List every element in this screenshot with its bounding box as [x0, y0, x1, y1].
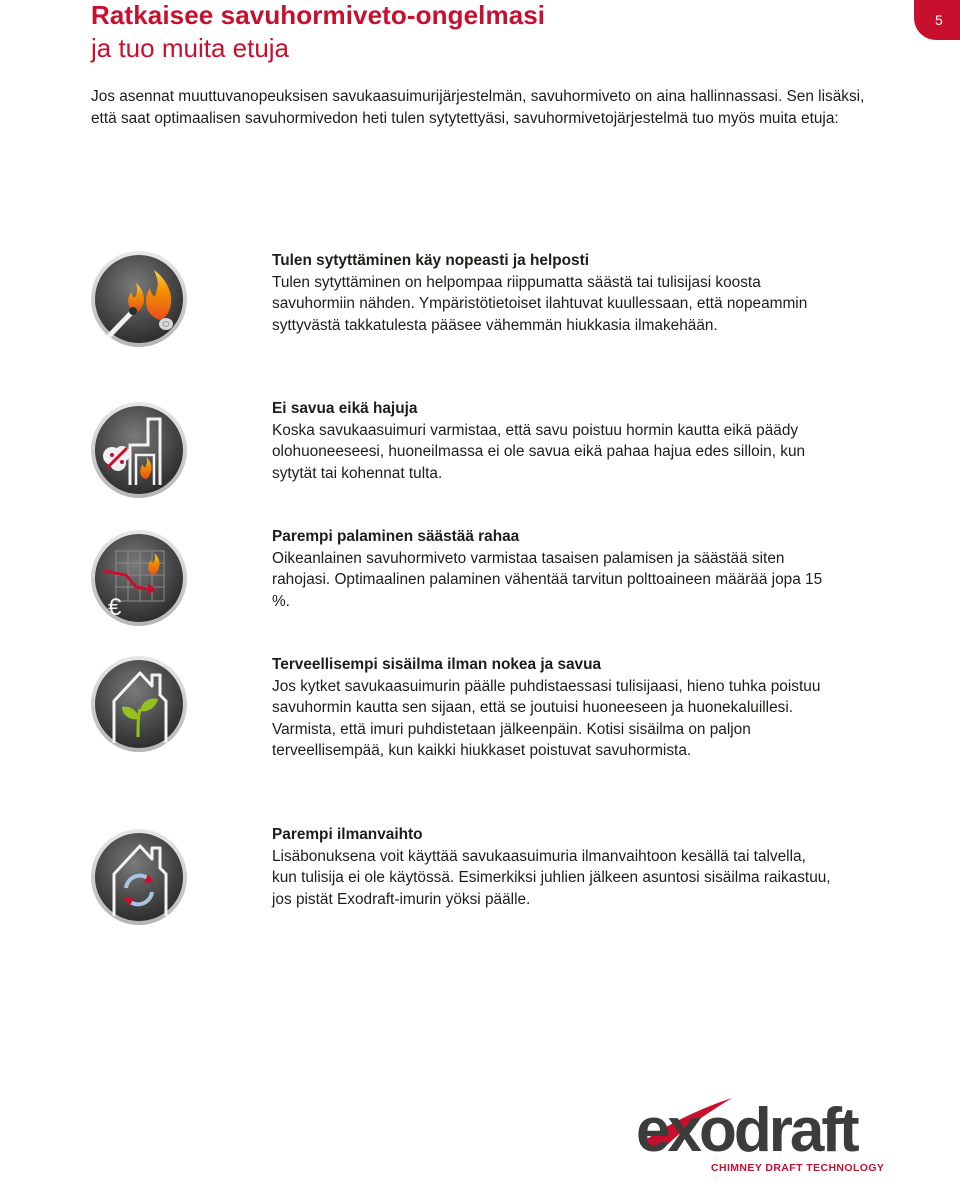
- house-plant-icon: [90, 655, 188, 753]
- fire-match-icon: [90, 250, 188, 348]
- page-number-badge: 5: [914, 0, 960, 40]
- feature-heading: Terveellisempi sisäilma ilman nokea ja savua: [272, 656, 602, 673]
- feature-body: Lisäbonuksena voit käyttää savukaasuimuria ilmanvaihtoon kesällä tai talvella, kun tulisija ei ole käytössä. Esimerkiksi juhlien jälkeen asuntosi sisäilma raikastuu, jos pistät Exodraft-imurin yöksi päälle.: [272, 847, 831, 908]
- logo-tagline: CHIMNEY DRAFT TECHNOLOGY: [711, 1162, 885, 1174]
- euro-savings-chart-icon: [90, 529, 188, 627]
- feature-heading: Parempi ilmanvaihto: [272, 826, 423, 843]
- feature-body: Oikeanlainen savuhormiveto varmistaa tasaisen palamisen ja säästää siten rahojasi. Optimaalinen palaminen vähentää tarvitun polttoaineen määrää jopa 15 %.: [272, 549, 823, 610]
- page-subtitle: ja tuo muita etuja: [91, 33, 290, 63]
- no-smoke-fireplace-icon: [90, 401, 188, 499]
- feature-heading: Ei savua eikä hajuja: [272, 400, 418, 417]
- house-ventilation-icon: [90, 828, 188, 926]
- feature-body: Koska savukaasuimuri varmistaa, että savu poistuu hormin kautta eikä päädy olohuoneeseesi, huoneilmassa ei ole savua eikä pahaa hajua edes silloin, kun sytytät tai kohennat tulta.: [272, 421, 806, 482]
- feature-heading: Tulen sytyttäminen käy nopeasti ja helposti: [272, 252, 590, 269]
- page-title: Ratkaisee savuhormiveto-ongelmasi: [91, 0, 546, 30]
- exodraft-logo: [636, 1092, 885, 1178]
- svg-text:€: €: [108, 594, 122, 621]
- feature-body: Tulen sytyttäminen on helpompaa riippumatta säästä tai tulisijasi koosta savuhormiin nähden. Ympäristötietoiset ilahtuvat kuullessaan, että nopeammin syttyvästä takkatulesta pääsee vähemmän hiukkasia ilmakehään.: [272, 273, 808, 334]
- logo-wordmark: exodraft: [636, 1096, 857, 1165]
- feature-body: Jos kytket savukaasuimurin päälle puhdistaessasi tulisijaasi, hieno tuhka poistuu savuhormin kautta sen sijaan, että se joutuisi huoneeseen ja huonekaluillesi. Varmista, että imuri puhdistetaan jälkeenpäin. Kotisi sisäilma on paljon terveellisempää, kun kaikki hiukkaset poistuvat savuhormista.: [272, 677, 821, 759]
- feature-heading: Parempi palaminen säästää rahaa: [272, 528, 520, 545]
- intro-paragraph: Jos asennat muuttuvanopeuksisen savukaasuimurijärjestelmän, savuhormiveto on aina hallinnassasi. Sen lisäksi, että saat optimaalisen savuhormivedon heti tulen sytytettyäsi, savuhormivetojärjestelmä tuo myös muita etuja:: [91, 88, 865, 127]
